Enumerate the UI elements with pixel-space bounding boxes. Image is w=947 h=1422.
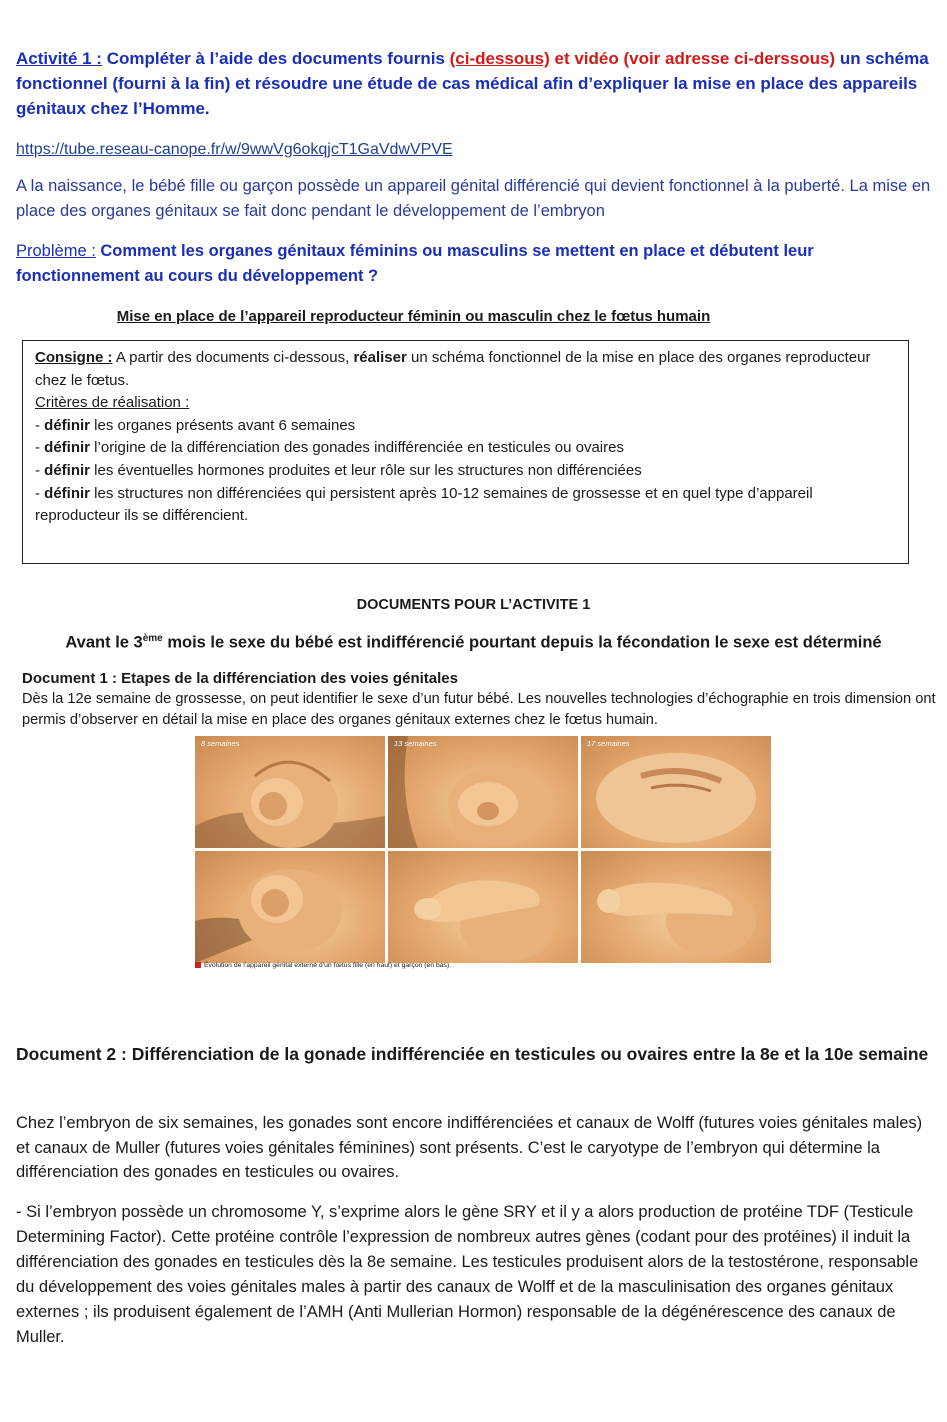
doc1-title: Document 1 : Etapes de la différenciation des voies génitales [22, 670, 458, 687]
activity-text-before: Compléter à l’aide des documents fournis [101, 49, 450, 68]
doc2-paragraph-2: - Si l’embryon possède un chromosome Y, s’exprime alors le gène SRY et il y a alors production de protéine TDF (Testicule Determining Factor). Cette protéine contrôle l’expression de nombreux autres gènes (codant pour des protéines) il induit la différenciation des gonades en testicules dès la 8e semaine. Les testicules produisent alors de la testostérone, responsable du développement des voies génitales males à partir des canaux de Wolff et de la masculinisation des organes génitaux externes ; ils produisent également de l’AMH (Anti Mullerian Hormon) responsable de la dégénérescence des canaux de Muller. [16, 1203, 919, 1346]
criteria-text: les organes présents avant 6 semaines [90, 416, 356, 434]
criteria-label [35, 392, 896, 415]
figure-panel-boy-13w [388, 851, 578, 963]
key-statement [0, 627, 947, 655]
consigne-text [35, 347, 896, 392]
criteria-item [35, 415, 896, 438]
figure-panel-boy-8w [195, 851, 385, 963]
activity-ref-documents: (ci-dessous) [449, 49, 550, 68]
problem-statement [16, 239, 931, 289]
genital-illustration [195, 736, 385, 848]
figure-panel-girl-8w [195, 736, 385, 848]
problem-question: Comment les organes génitaux féminins ou masculins se mettent en place et débutent leur fonctionnement au cours du développement ? [16, 242, 814, 285]
genital-illustration [388, 851, 578, 963]
key-statement-b: mois le sexe du bébé est indifférencié pourtant depuis la fécondation le sexe est déterminé [162, 633, 882, 652]
activity-text-after: un schéma fonctionnel (fourni à la fin) et résoudre une étude de cas médical afin d’expliquer la mise en place des appareils génitaux chez l’Homme. [16, 49, 929, 118]
criteria-prefix: - [35, 461, 45, 479]
criteria-verb: définir [44, 416, 91, 434]
activity-label: Activité 1 : [16, 49, 102, 68]
documents-heading: DOCUMENTS POUR L’ACTIVITE 1 [356, 597, 591, 613]
criteria-text: l’origine de la différenciation des gonades indifférenciée en testicules ou ovaires [90, 439, 624, 457]
activity-statement [16, 46, 931, 121]
genital-illustration [581, 736, 771, 848]
criteria-prefix: - [35, 439, 45, 457]
consigne-verb: réaliser [353, 349, 407, 366]
activity-ref-video: (voir adresse ci-derssous) [623, 49, 836, 68]
doc1-text: Dès la 12e semaine de grossesse, on peut identifier le sexe d’un futur bébé. Les nouvelles technologies d’échographie en trois dimension ont permis d’observer en détail la mise en place des organes génitaux externes chez le fœtus humain. [22, 691, 936, 728]
consigne-box [22, 340, 909, 564]
criteria-item [35, 483, 896, 528]
genital-illustration [388, 736, 578, 848]
figure-caption [195, 962, 451, 969]
problem-label: Problème : [16, 242, 96, 260]
section-subtitle: Mise en place de l’appareil reproducteur féminin ou masculin chez le fœtus humain [116, 308, 711, 325]
criteria-text: les éventuelles hormones produites et leur rôle sur les structures non différenciées [90, 461, 642, 479]
consigne-text-b: un schéma fonctionnel de la mise en place des organes reproducteur chez le fœtus. [35, 349, 871, 389]
caption-marker-icon [195, 962, 201, 968]
figure-panel-girl-13w [388, 736, 578, 848]
key-statement-a: Avant le 3 [65, 633, 143, 652]
doc2-paragraph-1: Chez l’embryon de six semaines, les gonades sont encore indifférenciées et canaux de Wolff (futures voies génitales males) et canaux de Muller (futures voies génitales féminines) sont présents. C’est le caryotype de l’embryon qui détermine la différenciation des gonades en testicules ou ovaires. [16, 1114, 923, 1181]
criteria-item [35, 460, 896, 483]
video-link[interactable]: https://tube.reseau-canope.fr/w/9wwVg6okqjcT1GaVdwVPVE [16, 141, 453, 158]
key-statement-sup: ème [142, 633, 163, 644]
criteria-verb: définir [44, 439, 91, 457]
figure-label-13w: 13 semaines [394, 739, 437, 748]
figure-panel-boy-17w [581, 851, 771, 963]
criteria-verb: définir [44, 461, 91, 479]
fetus-genital-figure [195, 736, 772, 976]
criteria-item [35, 437, 896, 460]
criteria-verb: définir [44, 484, 91, 502]
doc2-title: Document 2 : Différenciation de la gonade indifférenciée en testicules ou ovaires entre la 8e et la 10e semaine [16, 1044, 929, 1064]
intro-paragraph: A la naissance, le bébé fille ou garçon possède un appareil génital différencié qui devient fonctionnel à la puberté. La mise en place des organes génitaux se fait donc pendant le développement de l’embryon [16, 177, 931, 220]
figure-panel-girl-17w [581, 736, 771, 848]
consigne-text-a: A partir des documents ci-dessous, [112, 349, 354, 366]
genital-illustration [581, 851, 771, 963]
genital-illustration [195, 851, 385, 963]
figure-label-17w: 17 semaines [587, 739, 630, 748]
figure-label-8w: 8 semaines [201, 739, 240, 748]
activity-text-mid: et vidéo [549, 49, 624, 68]
criteria-prefix: - [35, 416, 45, 434]
figure-caption-text: Évolution de l’appareil génital externe d’un fœtus fille (en haut) et garçon (en bas). [204, 962, 452, 969]
criteria-label-text: Critères de réalisation : [35, 394, 190, 412]
consigne-label: Consigne : [35, 349, 113, 366]
criteria-prefix: - [35, 484, 45, 502]
criteria-text: les structures non différenciées qui persistent après 10-12 semaines de grossesse et en quel type d’appareil reproducteur ils se différencient. [35, 484, 813, 525]
